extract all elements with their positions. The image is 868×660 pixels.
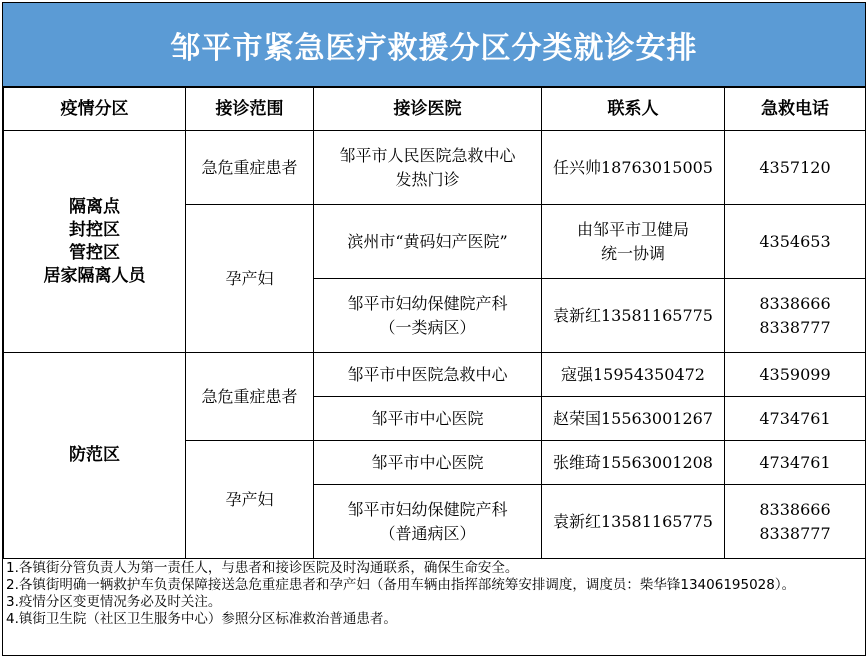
zone-line: 居家隔离人员 (43, 265, 146, 286)
scope-cell: 急危重症患者 (186, 131, 314, 205)
note-item: 3.疫情分区变更情况务必及时关注。 (6, 594, 222, 610)
phone-cell (725, 279, 866, 353)
hospital-cell (314, 279, 542, 353)
phone-line: 8338666 (759, 293, 831, 313)
contact-cell: 袁新红13581165775 (542, 485, 725, 559)
phone-line: 8338777 (759, 317, 831, 337)
scope-cell: 孕产妇 (186, 441, 314, 559)
zone-cell-prevention: 防范区 (4, 353, 186, 559)
contact-cell: 赵荣国15563001267 (542, 397, 725, 441)
zone-line: 管控区 (69, 242, 120, 263)
contact-line: 由邹平市卫健局 (576, 219, 689, 239)
hospital-cell (314, 131, 542, 205)
arrangement-sheet (2, 2, 866, 656)
hospital-line: 邹平市人民医院急救中心 (339, 145, 516, 165)
phone-cell: 4734761 (725, 397, 866, 441)
contact-cell: 寇强15954350472 (542, 353, 725, 397)
header-scope: 接诊范围 (186, 88, 314, 131)
phone-cell: 4734761 (725, 441, 866, 485)
phone-cell: 4357120 (725, 131, 866, 205)
scope-cell: 急危重症患者 (186, 353, 314, 441)
contact-cell (542, 205, 725, 279)
hospital-cell: 邹平市中心医院 (314, 397, 542, 441)
phone-cell: 4359099 (725, 353, 866, 397)
contact-cell: 袁新红13581165775 (542, 279, 725, 353)
title-bar (3, 3, 865, 87)
hospital-cell (314, 485, 542, 559)
zone-line: 隔离点 (69, 196, 120, 217)
hospital-cell: 邹平市中心医院 (314, 441, 542, 485)
phone-cell (725, 485, 866, 559)
table-row (4, 353, 866, 397)
zone-cell-quarantine (4, 131, 186, 353)
note-item: 1.各镇街分管负责人为第一责任人，与患者和接诊医院及时沟通联系，确保生命安全。 (6, 560, 519, 576)
hospital-line: 邹平市妇幼保健院产科 (347, 293, 508, 313)
contact-cell: 张维琦15563001208 (542, 441, 725, 485)
hospital-line: 邹平市妇幼保健院产科 (347, 499, 508, 519)
page-title: 邹平市紧急医疗救援分区分类就诊安排 (170, 30, 698, 66)
header-row (4, 88, 866, 131)
phone-cell: 4354653 (725, 205, 866, 279)
scope-cell: 孕产妇 (186, 205, 314, 353)
hospital-line: （一类病区） (379, 317, 476, 337)
arrangement-table (3, 87, 866, 559)
contact-cell: 任兴帅18763015005 (542, 131, 725, 205)
hospital-line: 发热门诊 (395, 169, 460, 189)
hospital-cell: 邹平市中医院急救中心 (314, 353, 542, 397)
notes-section (3, 559, 865, 629)
header-hospital: 接诊医院 (314, 88, 542, 131)
note-item: 4.镇街卫生院（社区卫生服务中心）参照分区标准救治普通患者。 (6, 611, 397, 627)
contact-line: 统一协调 (600, 243, 665, 263)
phone-line: 8338666 (759, 499, 831, 519)
note-item: 2.各镇街明确一辆救护车负责保障接送急危重症患者和孕产妇（备用车辆由指挥部统筹安排调度，调度员：柴华锋13406195028）。 (6, 577, 796, 593)
table-row (4, 131, 866, 205)
phone-line: 8338777 (759, 523, 831, 543)
header-zone: 疫情分区 (4, 88, 186, 131)
hospital-line: （普通病区） (379, 523, 476, 543)
header-contact: 联系人 (542, 88, 725, 131)
header-phone: 急救电话 (725, 88, 866, 131)
hospital-cell: 滨州市“黄码妇产医院” (314, 205, 542, 279)
zone-line: 封控区 (69, 219, 120, 240)
